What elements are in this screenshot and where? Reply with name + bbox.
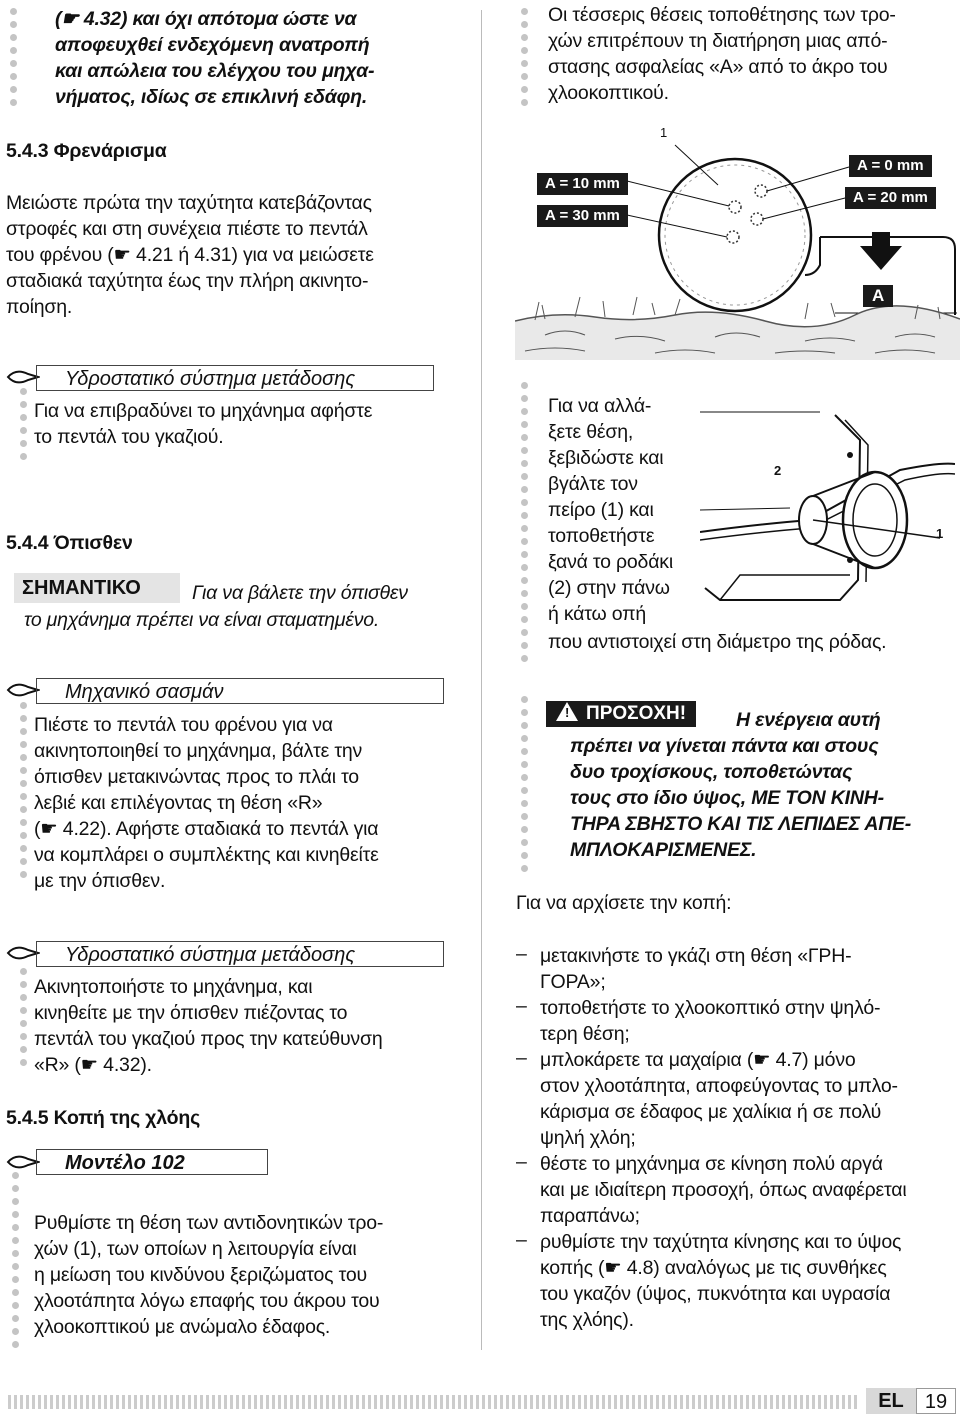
margin-dots	[521, 382, 529, 668]
callout-2: 2	[774, 463, 782, 478]
intro-paragraph: (☛ 4.32) και όχι απότομα ώστε να αποφευχθεί ενδεχόμενη ανατροπή και απώλεια του ελέγχου του μηχα- νήματος, ιδίως σε επικλινή εδάφη.	[55, 8, 375, 108]
section-title-5-4-5: 5.4.5 Κοπή της χλόης	[6, 1107, 201, 1129]
callout-1-pin: 1	[936, 526, 944, 541]
label-a-0mm: A = 0 mm	[849, 155, 932, 177]
warning-first-line: Η ενέργεια αυτή	[736, 709, 881, 731]
pointer-arrow-icon	[6, 1151, 40, 1173]
margin-dots	[20, 388, 28, 466]
bullet-dash: –	[516, 1229, 527, 1251]
margin-dots	[10, 8, 18, 112]
hydrostatic-reverse-paragraph: Ακινητοποιήστε το μηχάνημα, και κινηθείτε με την όπισθεν πιέζοντας το πεντάλ του γκαζιού προς την κατεύθυνση «R» (☛ 4.32).	[34, 976, 383, 1076]
hydrostatic-header: Υδροστατικό σύστημα μετάδοσης	[36, 365, 434, 391]
bullet-dash: –	[516, 1151, 527, 1173]
hydrostatic-reverse-header: Υδροστατικό σύστημα μετάδοσης	[36, 941, 444, 967]
hydrostatic-paragraph: Για να επιβραδύνει το μηχάνημα αφήστε το πεντάλ του γκαζιού.	[34, 400, 373, 448]
warning-triangle-icon: !	[556, 702, 578, 721]
braking-paragraph: Μειώστε πρώτα την ταχύτητα κατεβάζοντας στροφές και στη συνέχεια πιέστε το πεντάλ του φρένου (☛ 4.21 ή 4.31) για να μειώσετε σταδιακά ταχύτητα έως την πλήρη ακινητο- ποίηση.	[6, 192, 374, 318]
margin-dots	[12, 1172, 20, 1354]
important-text: Για να βάλετε την όπισθεν	[192, 582, 408, 604]
important-text-line2: το μηχάνημα πρέπει να είναι σταματημένο.	[24, 609, 380, 631]
label-a-10mm: A = 10 mm	[537, 173, 628, 195]
wheel-assembly-figure	[700, 400, 955, 625]
bullet-item: θέστε το μηχάνημα σε κίνηση πολύ αργά και με ιδιαίτερη προσοχή, όπως αναφέρεται παραπάνω;	[540, 1153, 907, 1227]
pointer-arrow-icon	[6, 942, 40, 964]
callout-1: 1	[660, 125, 668, 140]
margin-dots	[20, 702, 28, 884]
warning-paragraph: πρέπει να γίνεται πάντα και στους δυο τροχίσκους, τοποθετώντας τους στο ίδιο ύψος, ΜΕ ΤΟΝ ΚΙΝΗ- ΤΗΡΑ ΣΒΗΣΤΟ ΚΑΙ ΤΙΣ ΛΕΠΙΔΕΣ ΑΠΕ- ΜΠΛΟΚΑΡΙΣΜΕΝΕΣ.	[570, 735, 912, 861]
pointer-arrow-icon	[6, 366, 40, 388]
bullet-dash: –	[516, 943, 527, 965]
page-number: 19	[916, 1388, 956, 1414]
bullet-item: τοποθετήστε το χλοοκοπτικό στην ψηλό- τερη θέση;	[540, 997, 881, 1045]
column-divider	[481, 10, 482, 1350]
model-header: Μοντέλο 102	[36, 1149, 268, 1175]
margin-dots	[521, 696, 529, 878]
language-tag: EL	[866, 1388, 916, 1414]
bullet-item: μετακινήστε το γκάζι στη θέση «ΓΡΗ- ΓΟΡΑ»;	[540, 945, 852, 993]
wheel-assembly-diagram	[700, 400, 955, 625]
manual-gearbox-header: Μηχανικό σασμάν	[36, 678, 444, 704]
positions-paragraph: Οι τέσσερις θέσεις τοποθέτησης των τρο- χών επιτρέπουν τη διατήρηση μιας από- στασης ασφαλείας «A» από το άκρο του χλοοκοπτικού.	[548, 4, 896, 104]
bullet-dash: –	[516, 995, 527, 1017]
bullet-item: ρυθμίστε την ταχύτητα κίνησης και το ύψος κοπής (☛ 4.8) αναλόγως με τις συνθήκες του γκαζόν (ύψος, πυκνότητα και υγρασία της χλόης).	[540, 1231, 902, 1331]
pointer-arrow-icon	[6, 679, 40, 701]
wheel-height-figure	[515, 125, 960, 360]
bullet-item: μπλοκάρετε τα μαχαίρια (☛ 4.7) μόνο στον χλοοτάπητα, αποφεύγοντας το μπλο- κάρισμα σε έδαφος με χαλίκια ή σε πολύ ψηλή χλόη;	[540, 1049, 898, 1149]
label-a-20mm: A = 20 mm	[845, 187, 936, 209]
label-a-30mm: A = 30 mm	[537, 205, 628, 227]
change-position-last-line: που αντιστοιχεί στη διάμετρο της ρόδας.	[548, 631, 887, 653]
start-cutting-text: Για να αρχίσετε την κοπή:	[516, 892, 732, 914]
section-title-5-4-4: 5.4.4 Όπισθεν	[6, 532, 133, 554]
footer-rule	[8, 1395, 860, 1409]
bullet-dash: –	[516, 1047, 527, 1069]
change-position-paragraph: Για να αλλά- ξετε θέση, ξεβιδώστε και βγάλτε τον πείρο (1) και τοποθετήστε ξανά το ροδάκι (2) στην πάνω ή κάτω οπή	[548, 395, 673, 625]
margin-dots	[20, 968, 28, 1072]
important-label: ΣΗΜΑΝΤΙΚΟ	[14, 573, 180, 603]
model-paragraph: Ρυθμίστε τη θέση των αντιδονητικών τρο- χών (1), των οποίων η λειτουργία είναι η μείωση του κινδύνου ξεριζώματος του χλοοτάπητα λόγω επαφής του άκρου του χλοοκοπτικού με ανώμαλο έδαφος.	[34, 1212, 384, 1338]
manual-gearbox-paragraph: Πιέστε το πεντάλ του φρένου για να ακινητοποιηθεί το μηχάνημα, βάλτε την όπισθεν μετακινώντας προς το πλάι το λεβιέ και επιλέγοντας τη θέση «R» (☛ 4.22). Αφήστε σταδιακά το πεντάλ για να κομπλάρει ο συμπλέκτης και κινηθείτε με την όπισθεν.	[34, 714, 379, 892]
margin-dots	[521, 8, 529, 112]
label-a: A	[863, 285, 893, 307]
warning-label: ! ΠΡΟΣΟΧΗ!	[546, 701, 696, 727]
section-title-5-4-3: 5.4.3 Φρενάρισμα	[6, 140, 167, 162]
